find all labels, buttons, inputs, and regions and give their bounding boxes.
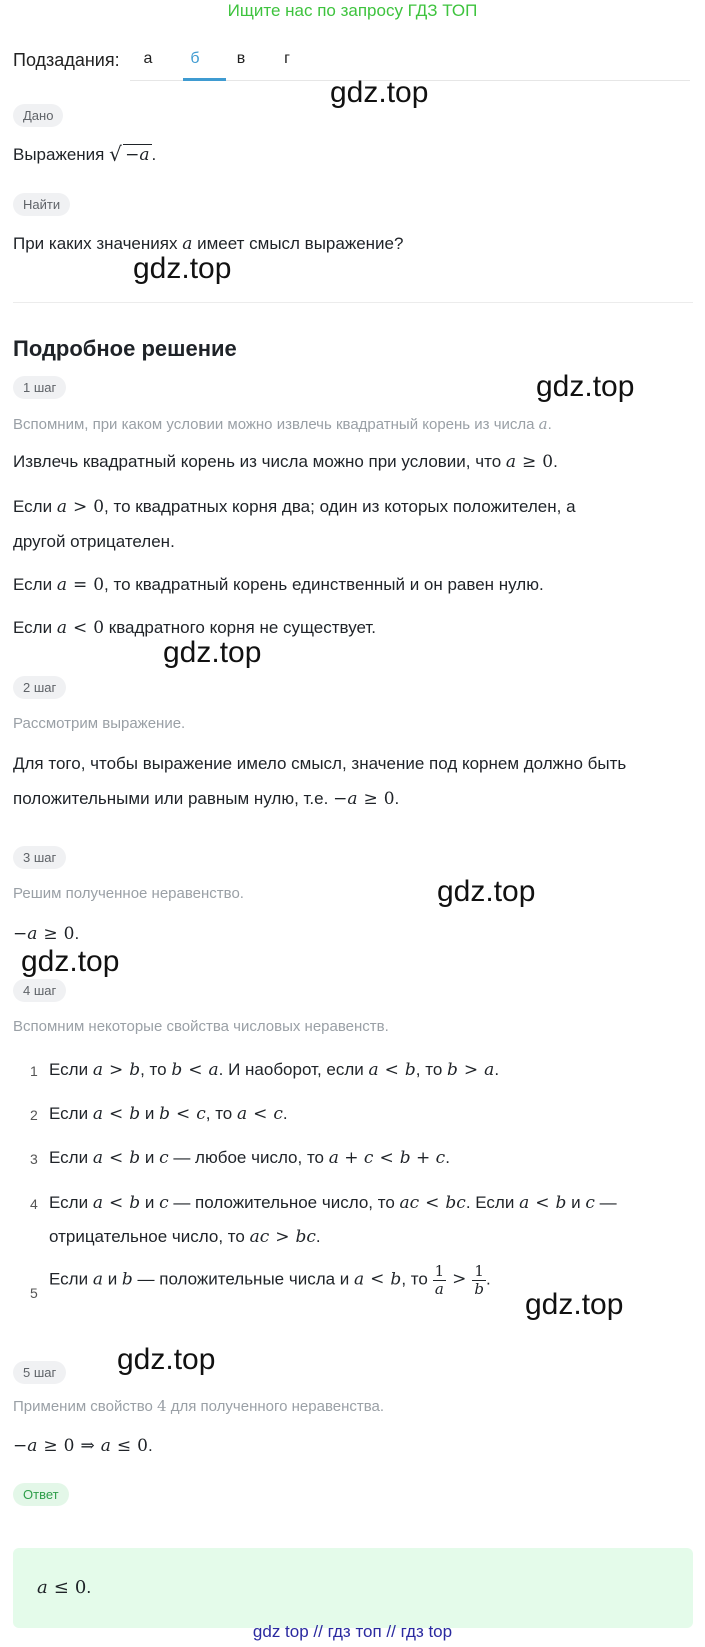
step-5-result: −a ≥ 0 ⇒ a ≤ 0.: [13, 1436, 153, 1456]
step-4-hint: Вспомним некоторые свойства числовых неравенств.: [13, 1018, 389, 1035]
active-tab-indicator: [183, 78, 226, 81]
step-4-pill: 4 шаг: [13, 979, 66, 1002]
step-1-line-1: Извлечь квадратный корень из числа можно при условии, что a ≥ 0.: [13, 452, 558, 472]
list-item-number: 5: [30, 1285, 38, 1301]
step-3-inequality: −a ≥ 0.: [13, 924, 80, 944]
find-pill: Найти: [13, 193, 70, 216]
watermark: gdz.top: [117, 1343, 216, 1376]
step-5-pill: 5 шаг: [13, 1361, 66, 1384]
property-4-line-1: Если a < b и c — положительное число, то ac < bc. Если a < b и c —: [49, 1193, 617, 1213]
answer-value: a ≤ 0.: [37, 1577, 92, 1598]
watermark: gdz.top: [21, 945, 120, 978]
answer-pill: Ответ: [13, 1483, 69, 1506]
tab-g[interactable]: г: [284, 50, 290, 67]
step-1-line-2: Если a > 0, то квадратных корня два; один из которых положителен, а: [13, 497, 576, 517]
property-1: Если a > b, то b < a. И наоборот, если a < b, то b > a.: [49, 1060, 500, 1080]
given-pill: Дано: [13, 104, 63, 127]
step-5-hint: Применим свойство 4 для полученного неравенства.: [13, 1397, 385, 1415]
step-2-line-1: Для того, чтобы выражение имело смысл, значение под корнем должно быть: [13, 754, 627, 773]
step-2-hint: Рассмотрим выражение.: [13, 715, 186, 732]
answer-box: [13, 1548, 693, 1628]
watermark: gdz.top: [133, 252, 232, 285]
fraction-1-over-b: $\frac{1}{b}$: [474, 1262, 484, 1298]
step-3-pill: 3 шаг: [13, 846, 66, 869]
watermark: gdz.top: [525, 1288, 624, 1321]
watermark: gdz.top: [536, 370, 635, 403]
promo-banner[interactable]: Ищите нас по запросу ГДЗ ТОП: [227, 1, 478, 20]
property-4-line-2: отрицательное число, то ac > bc.: [49, 1227, 321, 1247]
section-divider: [13, 302, 693, 303]
property-3: Если a < b и c — любое число, то a + c < b + c.: [49, 1148, 450, 1168]
step-1-line-3: другой отрицателен.: [13, 532, 175, 551]
given-text: Выражения √ −a .: [13, 142, 157, 166]
find-text: При каких значениях a имеет смысл выражение?: [13, 234, 404, 254]
subtasks-label: Подзадания:: [13, 50, 120, 70]
step-1-line-5: Если a < 0 квадратного корня не существует.: [13, 618, 377, 638]
property-5: Если a и b — положительные числа и a < b, то $\frac{1}{a}$ > $\frac{1}{b}$ .: [49, 1262, 491, 1298]
step-1-line-4: Если a = 0, то квадратный корень единственный и он равен нулю.: [13, 575, 544, 595]
list-item-number: 4: [30, 1196, 38, 1212]
footer-links[interactable]: gdz top // гдз топ // гдз top: [252, 1622, 453, 1641]
tab-a[interactable]: а: [143, 50, 153, 67]
tab-b[interactable]: б: [190, 50, 200, 67]
solution-title: Подробное решение: [13, 336, 237, 361]
step-1-pill: 1 шаг: [13, 376, 66, 399]
step-2-line-2: положительными или равным нулю, т.е. −a ≥ 0.: [13, 789, 400, 809]
sqrt-expression: √ −a: [109, 142, 150, 166]
step-1-hint: Вспомним, при каком условии можно извлечь квадратный корень из числа a.: [13, 415, 552, 433]
watermark: gdz.top: [330, 76, 429, 109]
list-item-number: 2: [30, 1107, 38, 1123]
step-2-pill: 2 шаг: [13, 676, 66, 699]
step-3-hint: Решим полученное неравенство.: [13, 885, 244, 902]
property-2: Если a < b и b < c, то a < c.: [49, 1104, 288, 1124]
watermark: gdz.top: [437, 875, 536, 908]
list-item-number: 1: [30, 1063, 38, 1079]
list-item-number: 3: [30, 1151, 38, 1167]
watermark: gdz.top: [163, 636, 262, 669]
fraction-1-over-a: $\frac{1}{a}$: [434, 1262, 445, 1298]
tab-v[interactable]: в: [236, 50, 246, 67]
